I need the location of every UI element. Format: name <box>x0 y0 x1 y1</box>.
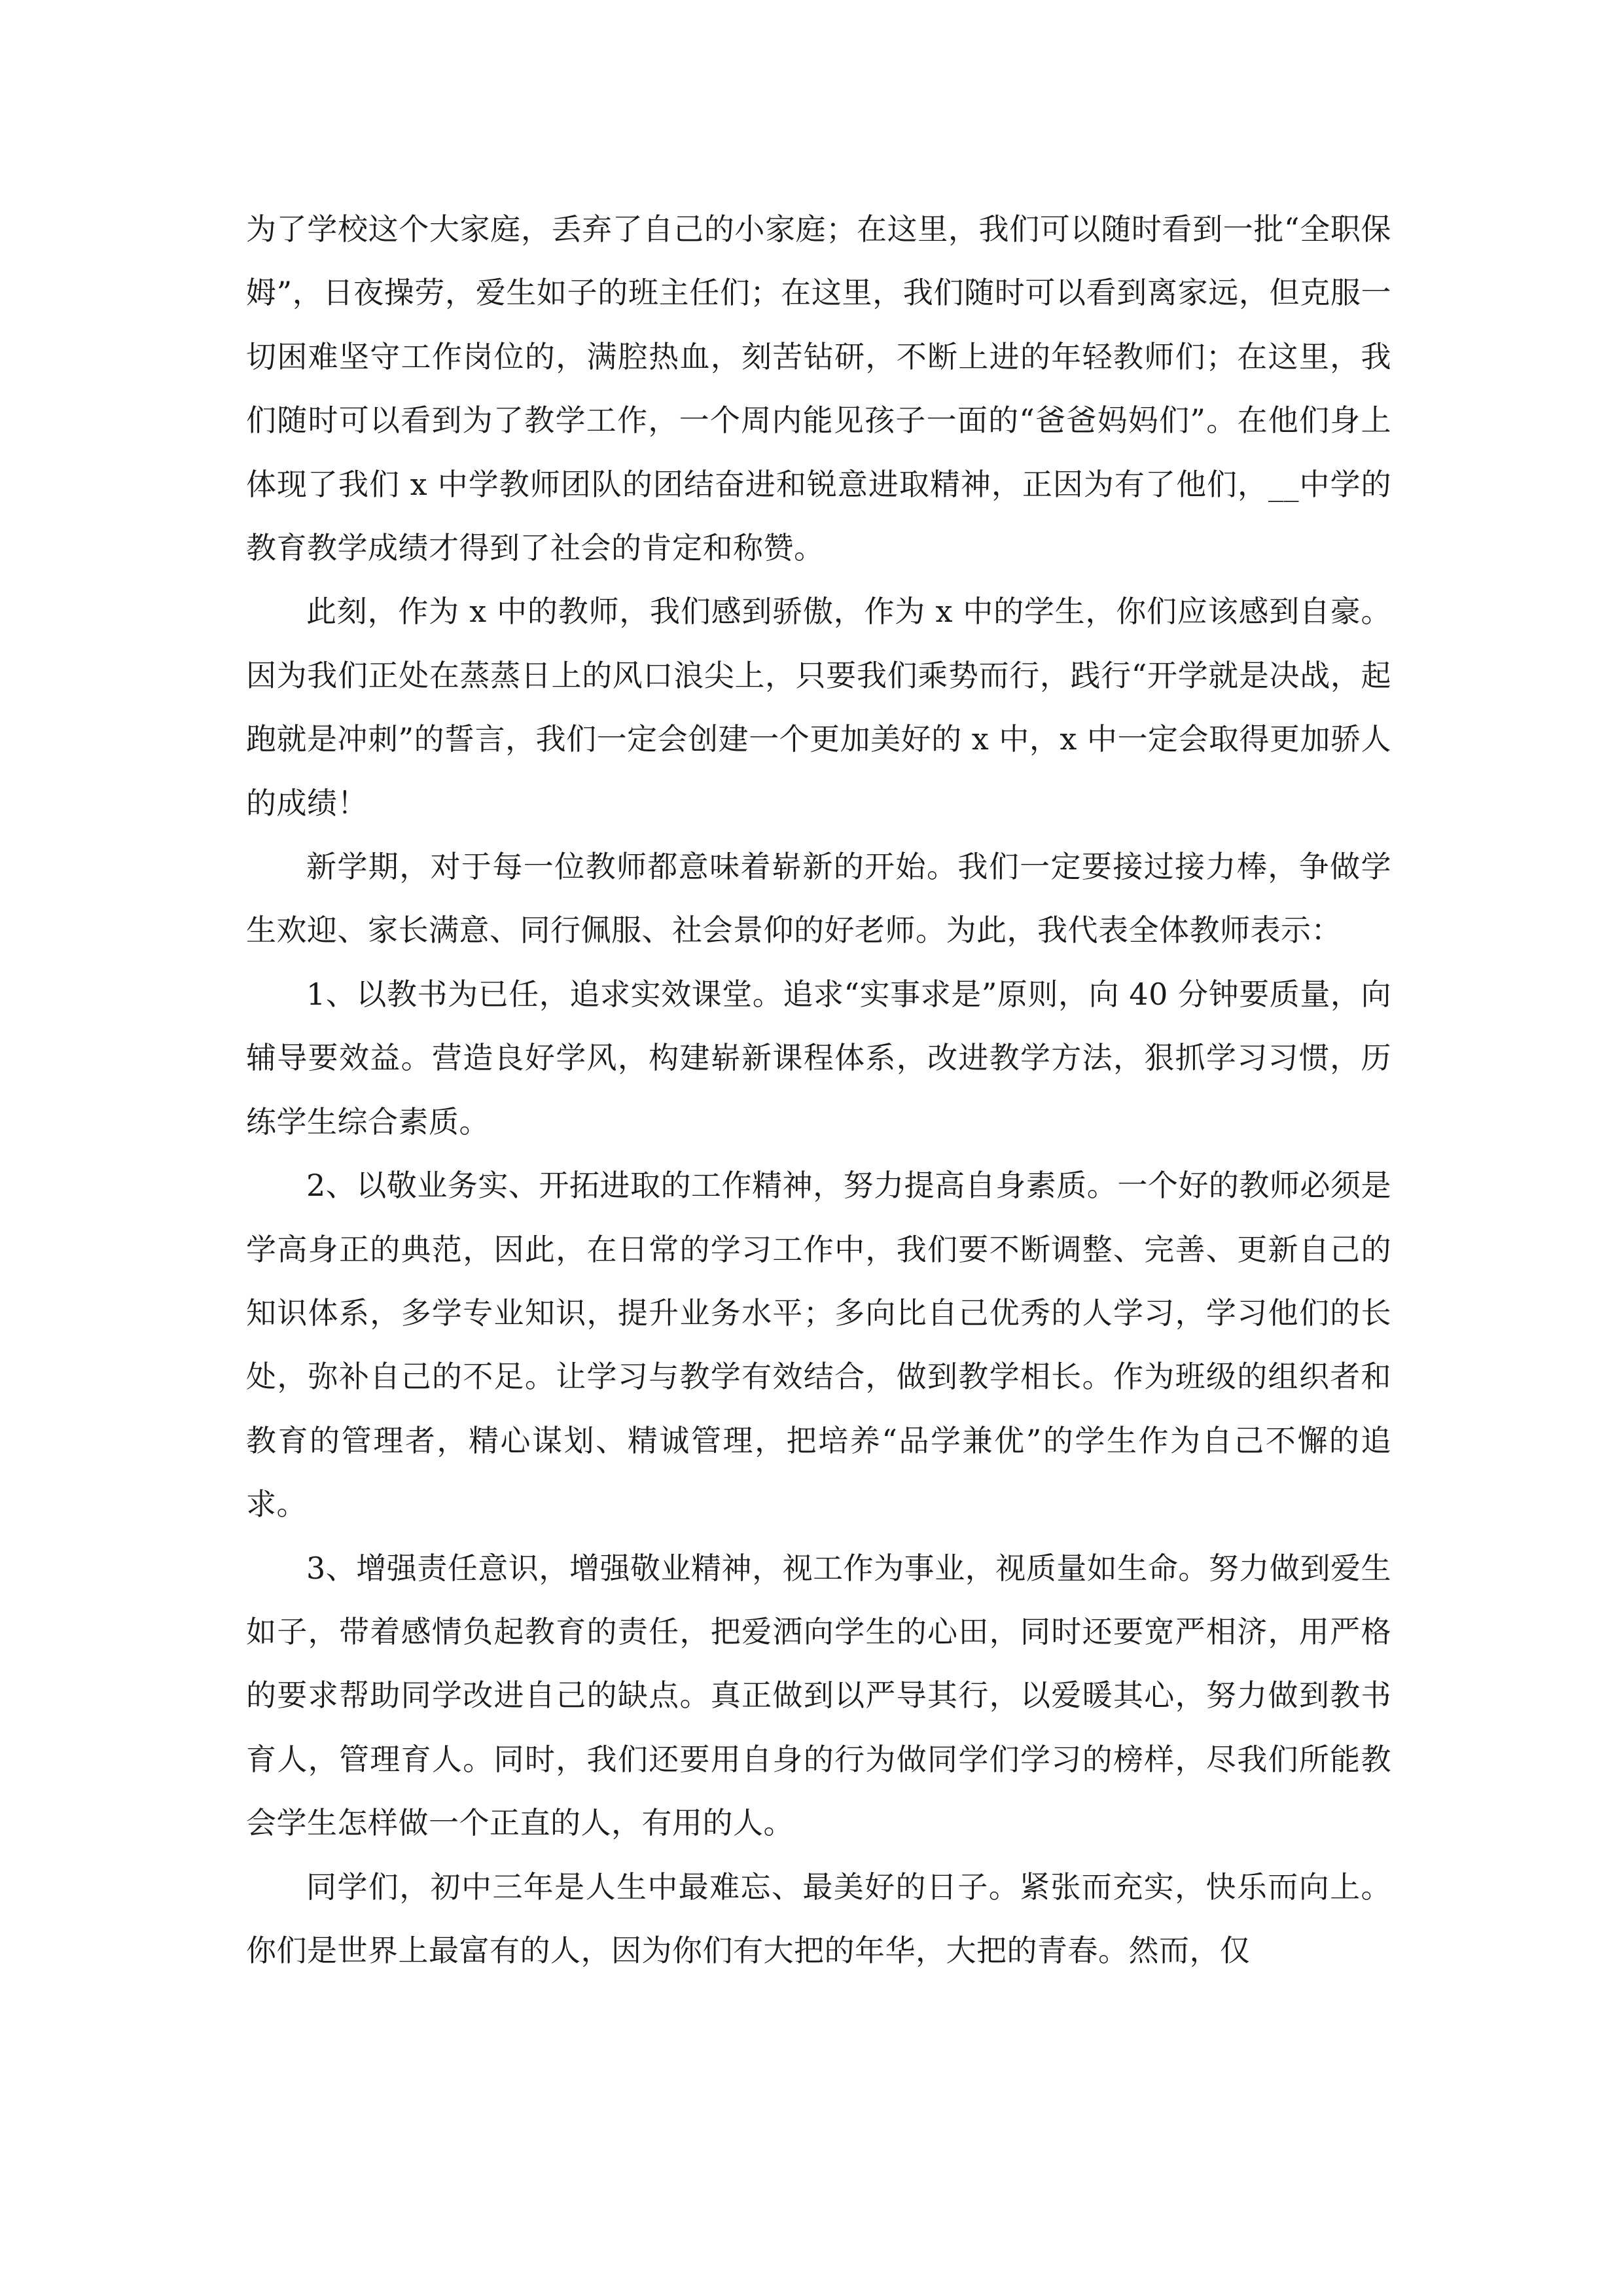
paragraph: 新学期，对于每一位教师都意味着崭新的开始。我们一定要接过接力棒，争做学生欢迎、家长满意、同行佩服、社会景仰的好老师。为此，我代表全体教师表示： <box>246 849 1391 948</box>
list-item-2: 2、以敬业务实、开拓进取的工作精神，努力提高自身素质。一个好的教师必须是学高身正的典范，因此，在日常的学习工作中，我们要不断调整、完善、更新自己的知识体系，多学专业知识，提升业务水平；多向比自己优秀的人学习，学习他们的长处，弥补自己的不足。让学习与教学有效结合，做到教学相长。作为班级的组织者和教育的管理者，精心谋划、精诚管理，把培养“品学兼优”的学生作为自己不懈的追求。 <box>246 1168 1391 1522</box>
list-item-3: 3、增强责任意识，增强敬业精神，视工作为事业，视质量如生命。努力做到爱生如子，带着感情负起教育的责任，把爱洒向学生的心田，同时还要宽严相济，用严格的要求帮助同学改进自己的缺点。真正做到以严导其行，以爱暖其心，努力做到教书育人，管理育人。同时，我们还要用自身的行为做同学们学习的榜样，尽我们所能教会学生怎样做一个正直的人，有用的人。 <box>246 1550 1391 1841</box>
list-item-1: 1、以教书为已任，追求实效课堂。追求“实事求是”原则，向 40 分钟要质量，向辅导要效益。营造良好学风，构建崭新课程体系，改进教学方法，狠抓学习习惯，历练学生综合素质。 <box>246 976 1391 1139</box>
paragraph: 同学们，初中三年是人生中最难忘、最美好的日子。紧张而充实，快乐而向上。你们是世界上最富有的人，因为你们有大把的年华，大把的青春。然而，仅 <box>246 1869 1391 1968</box>
paragraph-continued: 为了学校这个大家庭，丢弃了自己的小家庭；在这里，我们可以随时看到一批“全职保姆”，日夜操劳，爱生如子的班主任们；在这里，我们随时可以看到离家远，但克服一切困难坚守工作岗位的，满腔热血，刻苦钻研，不断上进的年轻教师们；在这里，我们随时可以看到为了教学工作，一个周内能见孩子一面的“爸爸妈妈们”。在他们身上体现了我们 x 中学教师团队的团结奋进和锐意进取精神，正因为有了他们，__中学的教育教学成绩才得到了社会的肯定和称赞。 <box>246 211 1391 566</box>
document-body <box>246 198 1391 1982</box>
paragraph: 此刻，作为 x 中的教师，我们感到骄傲，作为 x 中的学生，你们应该感到自豪。因为我们正处在蒸蒸日上的风口浪尖上，只要我们乘势而行，践行“开学就是决战，起跑就是冲刺”的誓言，我们一定会创建一个更加美好的 x 中，x 中一定会取得更加骄人的成绩！ <box>246 594 1391 821</box>
